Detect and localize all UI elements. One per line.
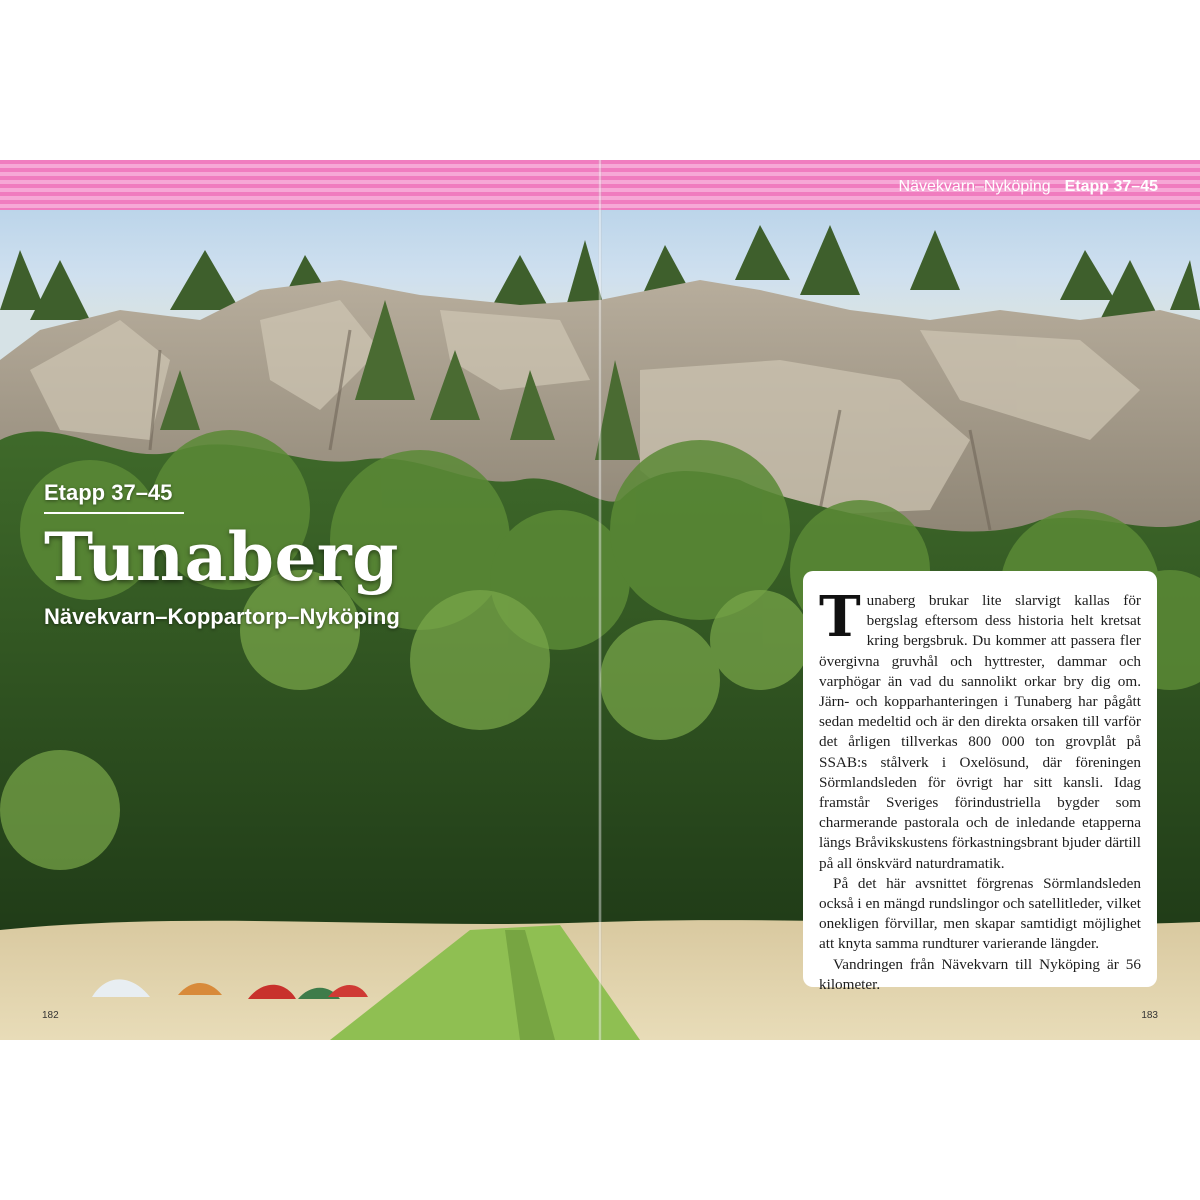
running-head	[899, 178, 1158, 196]
page-gutter	[598, 160, 602, 1040]
running-head-route: Nävekvarn–Nyköping	[898, 178, 1051, 195]
intro-text-box	[803, 571, 1157, 993]
chapter-title-block	[44, 480, 400, 630]
intro-paragraph-1	[819, 584, 1141, 874]
chapter-subtitle: Nävekvarn–Koppartorp–Nyköping	[44, 604, 400, 629]
running-head-etapp: Etapp 37–45	[1064, 178, 1158, 195]
intro-paragraph-1-text: unaberg brukar lite slarvigt kallas för bergslag eftersom dess historia helt kretsat kring bergsbruk. Du kommer att passera fler övergivna gruvhål och hyttrester, dammar och varphögar än vad du sannolikt orkar bry dig om. Järn- och kopparhanteringen i Tunaberg har pågått sedan medeltid och är den direkta orsaken till varför det årligen tillverkas 800 000 ton grovplåt på SSAB:s stålverk i Oxelösund, där föreningen Sörmlandsleden för övrigt har sitt kansli. Idag framstår Sveriges förindustriella bygder som charmerande pastorala och de inledande etapperna längs Bråvikskustens förkastningsbrant bjuder därtill på all önskvärd naturdramatik.	[819, 592, 1141, 872]
intro-paragraph-3: Vandringen från Nävekvarn till Nyköping är 56 kilometer.	[819, 955, 1141, 993]
page-number-left: 182	[42, 1010, 59, 1021]
chapter-kicker: Etapp 37–45	[44, 480, 184, 514]
chapter-title: Tunaberg	[44, 518, 399, 596]
drop-cap: T	[819, 584, 861, 650]
book-spread	[0, 160, 1200, 1040]
intro-paragraph-2: På det här avsnittet förgrenas Sörmlandsleden också i en mängd rundslingor och satellitleder, vilket onekligen förvillar, men skapar samtidigt möjlighet att knyta samma rundturer varierande längder.	[819, 874, 1141, 953]
page-number-right: 183	[1141, 1010, 1158, 1021]
